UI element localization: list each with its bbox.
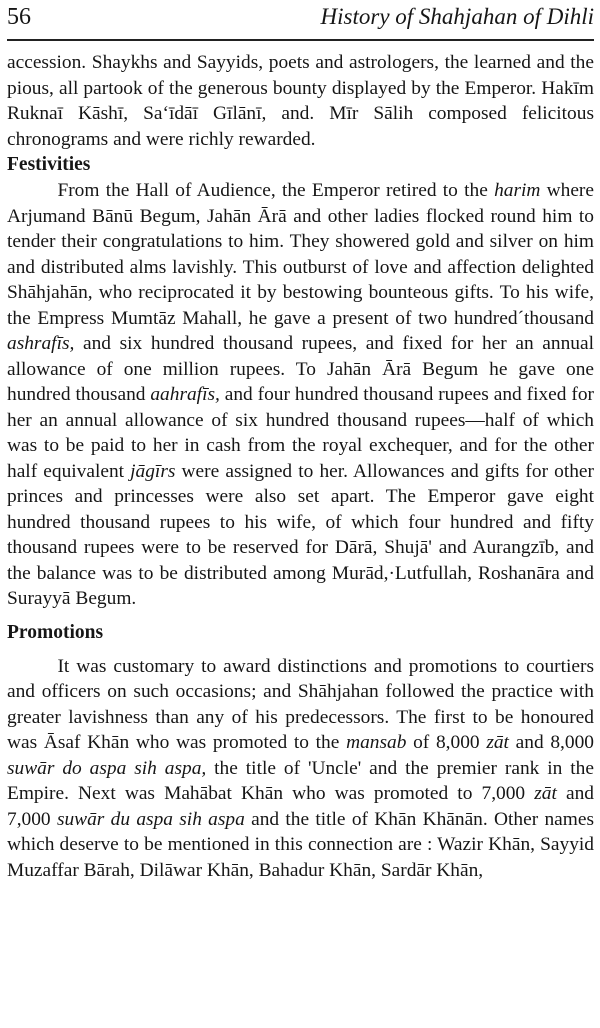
text-run: and the title of Khān Khānān. Other names which deserve to be mentioned in this connection are : Wazir Khān, Sayyid Muzaffar Bārah, Dilāwar Khān, Bahadur Khān, Sardār Khān, — [7, 808, 594, 881]
italic-term: suwār do aspa sih aspa, — [7, 757, 207, 779]
text-run: were assigned to her. Allowances and gifts for other princes and princesses were also set apart. The Emperor gave eight hundred thousand rupees to his wife, of which four hundred and fifty thousand rupees were to be reserved for Dārā, Shujā' and Aurangzīb, and the balance was to be distributed among Murād,·Lutfullah, Roshanāra and Surayyā Begum. — [7, 460, 594, 609]
paragraph-festivities — [7, 178, 594, 612]
text-run: where Arjumand Bānū Begum, Jahān Ārā and other ladies flocked round him to tender their congratulations to him. They showered gold and silver on him and distributed alms lavishly. This outburst of love and affection delighted Shāhjahān, who reciprocated it by bestowing bounteous gifts. To his wife, the Empress Mumtāz Mahall, he gave a present of two hundred´thousand — [7, 180, 594, 329]
text-run: It was customary to award distinctions and promotions to courtiers and officers on such occasions; and Shāhjahan followed the practice with greater lavishness than any of his predecessors. The first to be honoured was Āsaf Khān who was promoted to the — [7, 655, 594, 753]
text-run: and 7,000 — [7, 783, 594, 830]
text-run: of 8,000 — [406, 732, 487, 753]
italic-term: mansab — [346, 732, 407, 753]
page-number: 56 — [7, 4, 31, 30]
italic-term: ashrafīs, — [7, 333, 75, 354]
page-body — [7, 50, 594, 883]
running-title: History of Shahjahan of Dihli — [320, 4, 594, 29]
paragraph-accession: accession. Shaykhs and Sayyids, poets and astrologers, the learned and the pious, all partook of the generous bounty displayed by the Emperor. Hakīm Ruknaī Kāshī, Sa‘īdāī Gīlānī, and. Mīr Sālih composed felicitous chronograms and were richly rewarded. — [7, 52, 594, 150]
italic-term: suwār du aspa sih aspa — [56, 808, 245, 830]
text-run: and six hundred thousand rupees, and fixed for her an annual allowance of one million rupees. To Jahān Ārā Begum he gave one hundred thousand — [7, 333, 594, 405]
italic-term: harim — [494, 180, 541, 201]
section-gap — [7, 612, 594, 620]
italic-term: aahrafīs, — [150, 384, 220, 405]
paragraph-promotions — [7, 654, 594, 884]
page-header — [7, 2, 594, 38]
italic-term: jāgīrs — [130, 460, 176, 482]
section-gap — [7, 646, 594, 654]
text-run: and 8,000 — [508, 732, 594, 753]
text-run: and four hundred thousand rupees and fixed for her an annual allowance of six hundred thousand rupees—half of which was to be paid to her in cash from the royal exchequer, and for the other half equivalent — [7, 384, 594, 482]
italic-term: zāt — [534, 783, 557, 804]
italic-term: zāt — [486, 732, 509, 753]
text-run: the title of 'Uncle' and the premier rank in the Empire. Next was Mahābat Khān who was promoted to 7,000 — [7, 757, 594, 804]
heading-promotions: Promotions — [7, 621, 104, 643]
header-rule — [7, 39, 594, 41]
heading-festivities: Festivities — [7, 154, 91, 175]
text-run: From the Hall of Audience, the Emperor retired to the — [57, 180, 495, 201]
